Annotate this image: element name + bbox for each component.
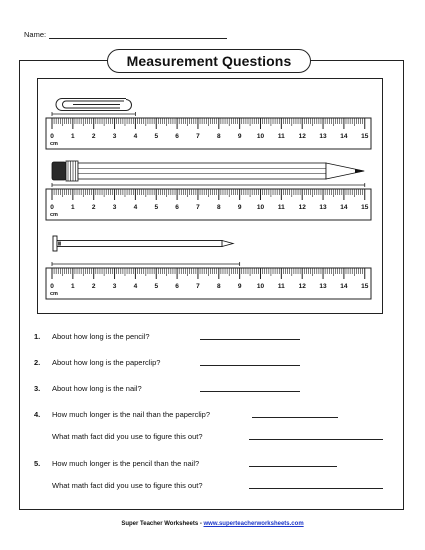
name-label: Name: bbox=[24, 30, 47, 39]
ruler-tick-label: 14 bbox=[340, 133, 348, 140]
ruler-tick-label: 10 bbox=[256, 133, 265, 140]
answer-line-4[interactable] bbox=[252, 417, 338, 418]
ruler-tick-label: 7 bbox=[196, 133, 200, 140]
question-text: How much longer is the pencil than the nail? bbox=[52, 459, 200, 468]
question-number: 2. bbox=[34, 358, 41, 367]
ruler-tick-label: 12 bbox=[298, 204, 306, 211]
ruler-tick-label: 8 bbox=[216, 204, 221, 211]
ruler-tick-label: 9 bbox=[237, 204, 242, 211]
paperclip bbox=[56, 99, 132, 111]
answer-line-1[interactable] bbox=[200, 339, 300, 340]
ruler-tick-label: 12 bbox=[298, 283, 306, 290]
paperclip-length-bracket bbox=[52, 112, 135, 116]
ruler-tick-label: 9 bbox=[237, 283, 242, 290]
ruler-tick-label: 15 bbox=[361, 283, 369, 290]
ruler-tick-label: 12 bbox=[298, 133, 306, 140]
ruler-tick-label: 1 bbox=[71, 204, 75, 211]
ruler-tick-label: 5 bbox=[154, 283, 159, 290]
ruler-tick-label: 10 bbox=[256, 283, 265, 290]
ruler-unit-label: cm bbox=[50, 291, 58, 297]
ruler-tick-label: 6 bbox=[175, 133, 179, 140]
answer-line-3[interactable] bbox=[200, 391, 300, 392]
answer-line-4b[interactable] bbox=[249, 439, 383, 440]
ruler-tick-label: 1 bbox=[71, 283, 75, 290]
ruler-tick-label: 4 bbox=[133, 204, 138, 211]
footer-separator: - bbox=[198, 521, 204, 527]
ruler-tick-label: 11 bbox=[277, 283, 285, 290]
ruler-tick-label: 2 bbox=[91, 283, 96, 290]
ruler-tick-label: 0 bbox=[50, 204, 54, 211]
ruler-tick-label: 0 bbox=[50, 283, 54, 290]
ruler-unit-label: cm bbox=[50, 212, 58, 218]
ruler-tick-label: 4 bbox=[133, 283, 138, 290]
question-number: 3. bbox=[34, 384, 41, 393]
ruler-tick-label: 8 bbox=[216, 133, 221, 140]
ruler-tick-label: 6 bbox=[175, 283, 179, 290]
answer-line-5[interactable] bbox=[249, 466, 337, 467]
pencil-length-bracket bbox=[52, 183, 365, 187]
ruler-unit-label: cm bbox=[50, 141, 58, 147]
ruler-2 bbox=[46, 189, 371, 220]
ruler-tick-label: 13 bbox=[319, 133, 327, 140]
ruler-tick-label: 7 bbox=[196, 283, 200, 290]
ruler-tick-label: 11 bbox=[277, 204, 285, 211]
ruler-tick-label: 2 bbox=[91, 204, 96, 211]
ruler-tick-label: 14 bbox=[340, 204, 348, 211]
question-number: 4. bbox=[34, 410, 41, 419]
ruler-tick-label: 13 bbox=[319, 283, 327, 290]
ruler-tick-label: 0 bbox=[50, 133, 54, 140]
pencil bbox=[52, 161, 365, 181]
footer-brand: Super Teacher Worksheets bbox=[121, 521, 199, 527]
ruler-tick-label: 8 bbox=[216, 283, 221, 290]
followup-text: What math fact did you use to figure this out? bbox=[52, 432, 203, 441]
ruler-1 bbox=[46, 118, 371, 149]
answer-line-5b[interactable] bbox=[249, 488, 383, 489]
ruler-tick-label: 1 bbox=[71, 133, 75, 140]
footer bbox=[0, 521, 425, 527]
ruler-tick-label: 5 bbox=[154, 133, 159, 140]
question-number: 5. bbox=[34, 459, 41, 468]
ruler-tick-label: 15 bbox=[361, 204, 369, 211]
nail-length-bracket bbox=[52, 262, 240, 266]
question-text: About how long is the paperclip? bbox=[52, 358, 161, 367]
answer-line-2[interactable] bbox=[200, 365, 300, 366]
question-number: 1. bbox=[34, 332, 41, 341]
ruler-tick-label: 3 bbox=[112, 204, 117, 211]
ruler-tick-label: 3 bbox=[112, 283, 117, 290]
question-text: About how long is the pencil? bbox=[52, 332, 150, 341]
ruler-tick-label: 5 bbox=[154, 204, 159, 211]
ruler-tick-label: 11 bbox=[277, 133, 285, 140]
ruler-tick-label: 13 bbox=[319, 204, 327, 211]
ruler-tick-label: 2 bbox=[91, 133, 96, 140]
ruler-tick-label: 4 bbox=[133, 133, 138, 140]
ruler-tick-label: 6 bbox=[175, 204, 179, 211]
ruler-tick-label: 15 bbox=[361, 133, 369, 140]
ruler-tick-label: 3 bbox=[112, 133, 117, 140]
ruler-tick-label: 10 bbox=[256, 204, 265, 211]
ruler-tick-label: 14 bbox=[340, 283, 348, 290]
question-text: How much longer is the nail than the paperclip? bbox=[52, 410, 211, 419]
nail bbox=[53, 236, 233, 251]
ruler-3 bbox=[46, 268, 371, 299]
question-text: About how long is the nail? bbox=[52, 384, 142, 393]
ruler-tick-label: 9 bbox=[237, 133, 242, 140]
footer-link[interactable]: www.superteacherworksheets.com bbox=[203, 521, 304, 527]
followup-text: What math fact did you use to figure this out? bbox=[52, 481, 203, 490]
ruler-tick-label: 7 bbox=[196, 204, 200, 211]
page-title: Measurement Questions bbox=[107, 49, 311, 73]
